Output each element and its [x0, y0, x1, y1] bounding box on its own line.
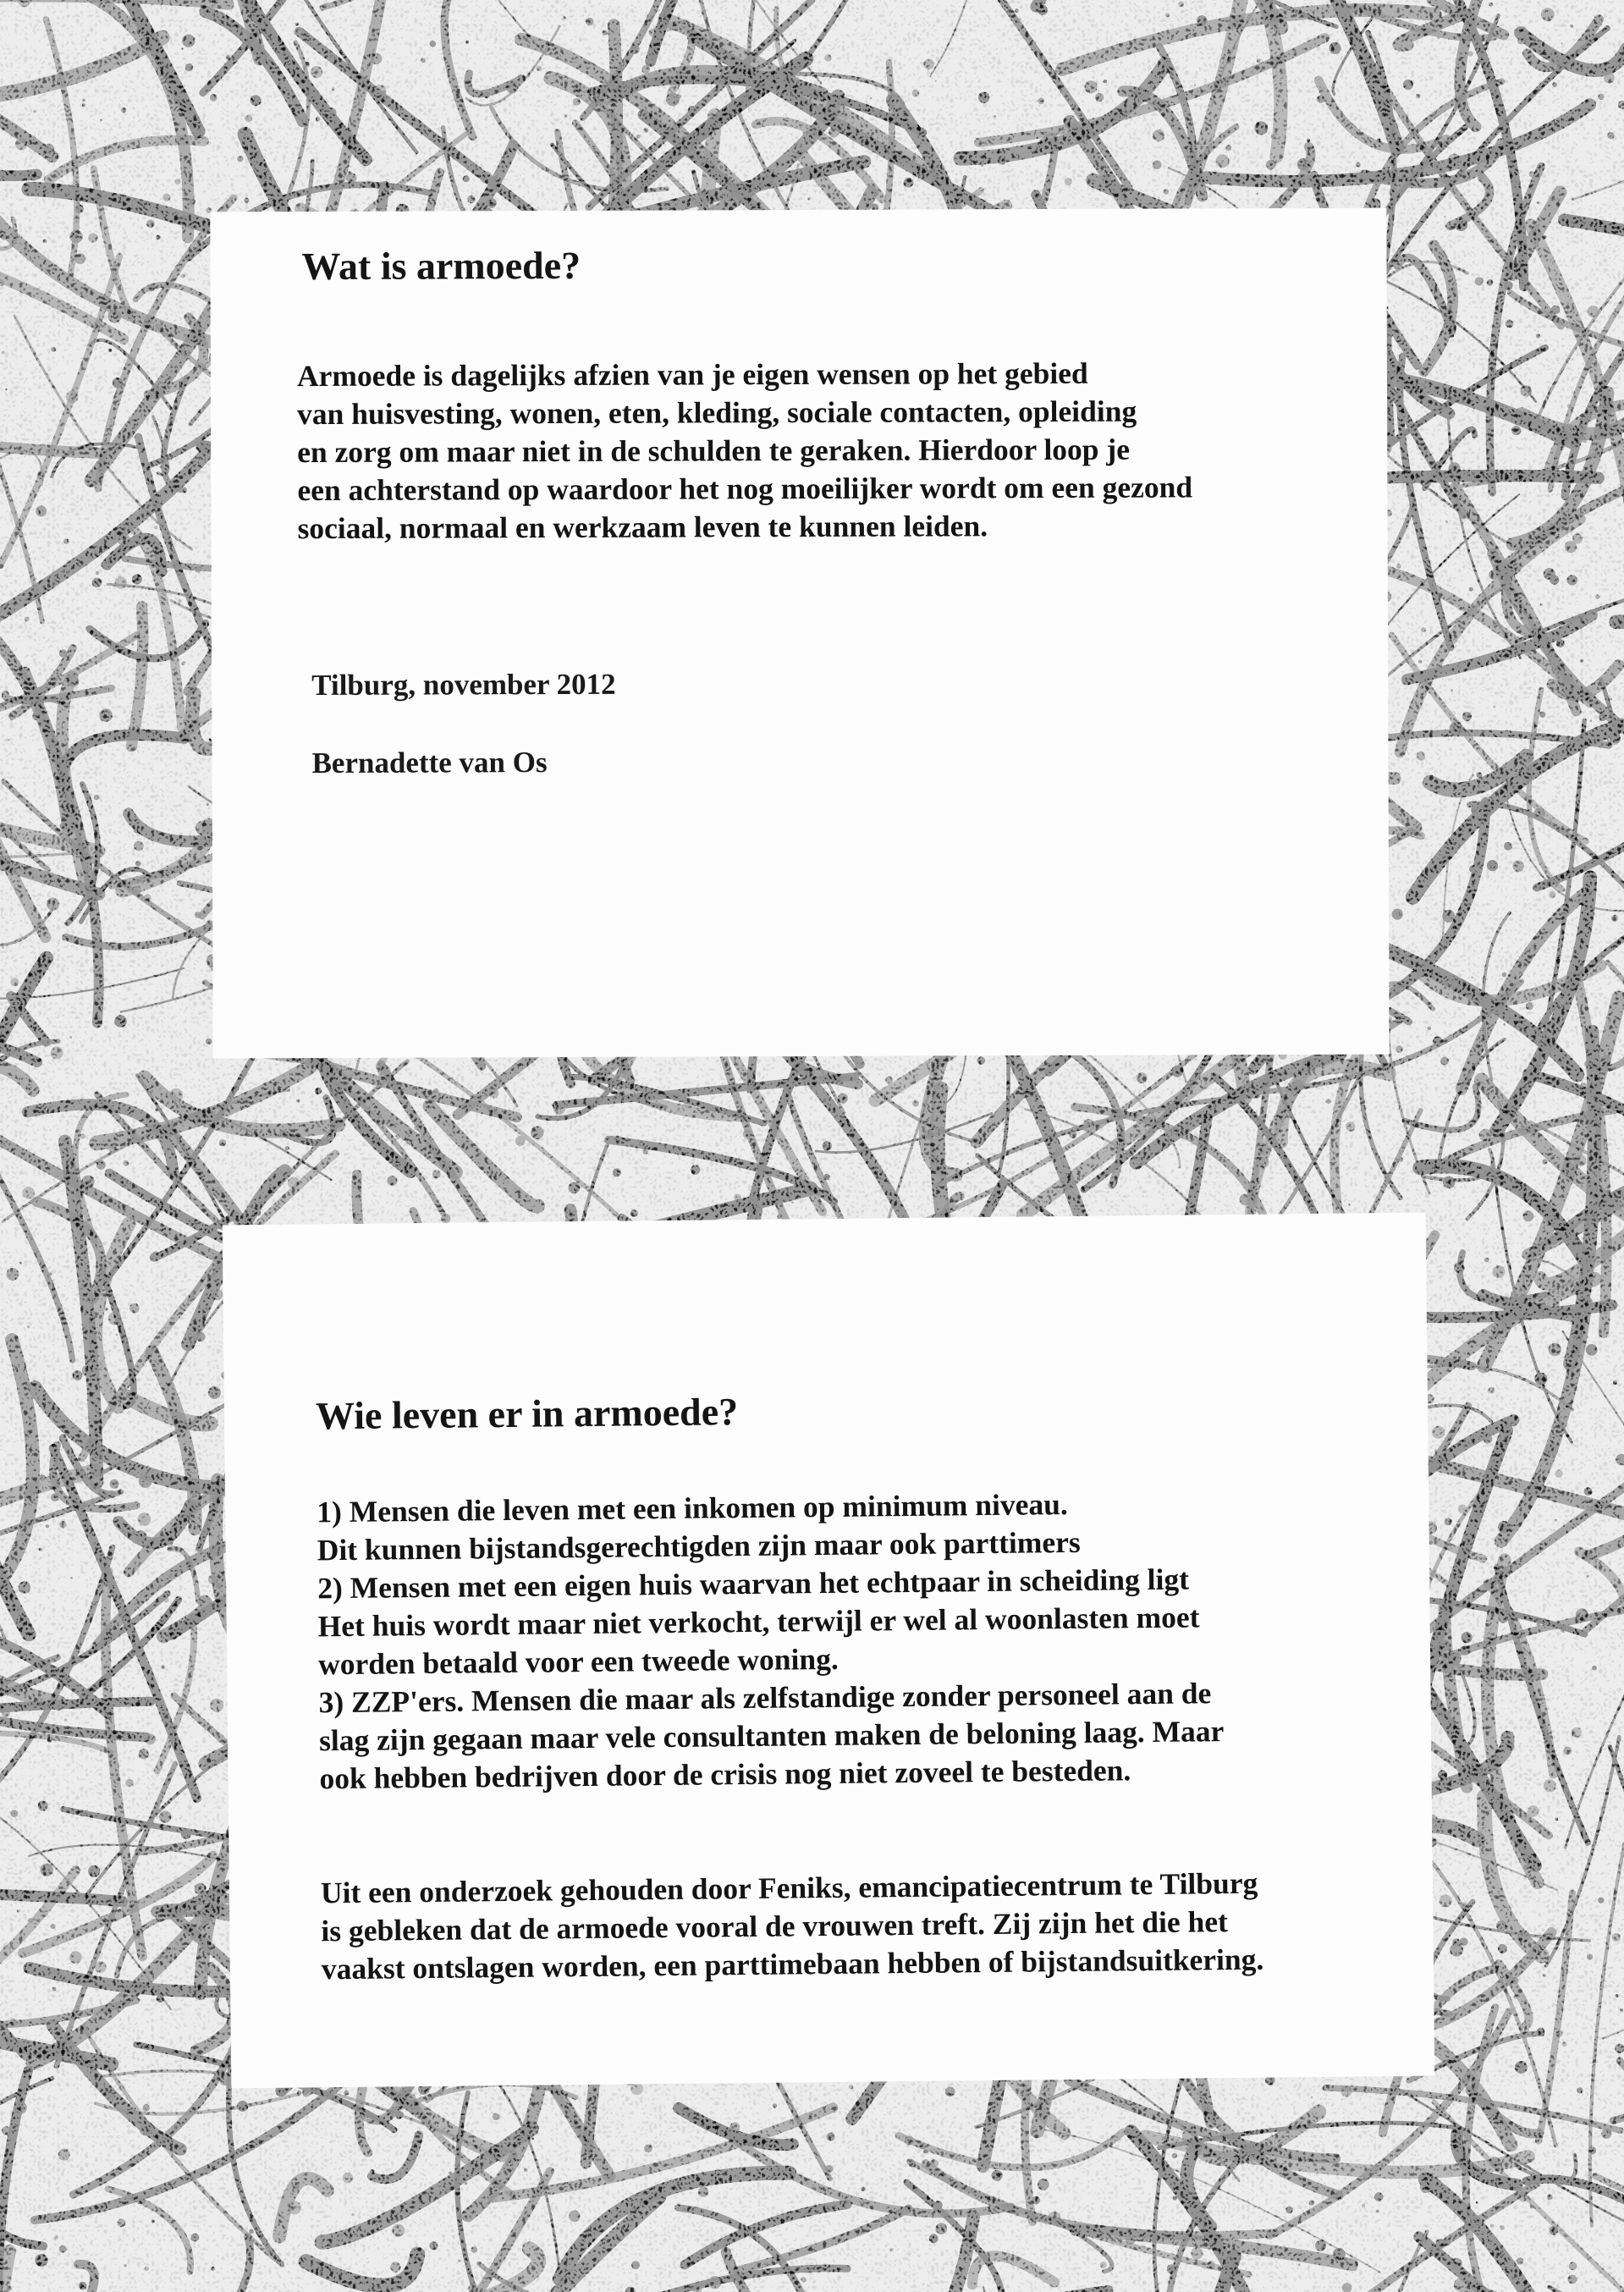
- paragraph-line: sociaal, normaal en werkzaam leven te kunnen leiden.: [297, 509, 988, 546]
- paragraph-line: vaakst ontslagen worden, een parttimebaan hebben of bijstandsuitkering.: [321, 1942, 1264, 1986]
- list-line: worden betaald voor een tweede woning.: [317, 1641, 839, 1682]
- paragraph-line: Uit een onderzoek gehouden door Feniks, emancipatiecentrum te Tilburg: [320, 1865, 1258, 1910]
- list-line: ook hebben bedrijven door de crisis nog niet zoveel te besteden.: [319, 1753, 1131, 1796]
- list-line: 1) Mensen die leven met een inkomen op minimum niveau.: [317, 1487, 1068, 1529]
- section-title: Wie leven er in armoede?: [315, 1390, 739, 1438]
- section-title: Wat is armoede?: [301, 243, 581, 289]
- paragraph-line: van huisvesting, wonen, eten, kleding, sociale contacten, opleiding: [297, 394, 1137, 432]
- text-panel-what-is-poverty: [210, 208, 1389, 1059]
- paragraph-line: is gebleken dat de armoede vooral de vrouwen treft. Zij zijn het die het: [321, 1904, 1229, 1948]
- research-paragraph: [321, 1863, 1422, 1989]
- paragraph-line: een achterstand op waardoor het nog moeilijker wordt om een gezond: [297, 470, 1193, 508]
- list-line: Dit kunnen bijstandsgerechtigden zijn maar ook parttimers: [317, 1524, 1081, 1567]
- paragraph-line: Armoede is dagelijks afzien van je eigen wensen op het gebied: [296, 355, 1088, 394]
- definition-paragraph: [297, 354, 1381, 548]
- list-line: 3) ZZP'ers. Mensen die maar als zelfstandige zonder personeel aan de: [318, 1676, 1212, 1720]
- author-name: Bernadette van Os: [311, 746, 548, 780]
- list-line: 2) Mensen met een eigen huis waarvan het echtpaar in scheiding ligt: [317, 1562, 1190, 1606]
- place-date: Tilburg, november 2012: [311, 667, 616, 702]
- paragraph-line: en zorg om maar niet in de schulden te geraken. Hierdoor loop je: [297, 432, 1131, 470]
- groups-list: [317, 1482, 1420, 1799]
- list-line: slag zijn gegaan maar vele consultanten maken de beloning laag. Maar: [318, 1714, 1225, 1758]
- text-panel-who-lives-in-poverty: [223, 1213, 1435, 2089]
- list-line: Het huis wordt maar niet verkocht, terwijl er wel al woonlasten moet: [317, 1600, 1200, 1644]
